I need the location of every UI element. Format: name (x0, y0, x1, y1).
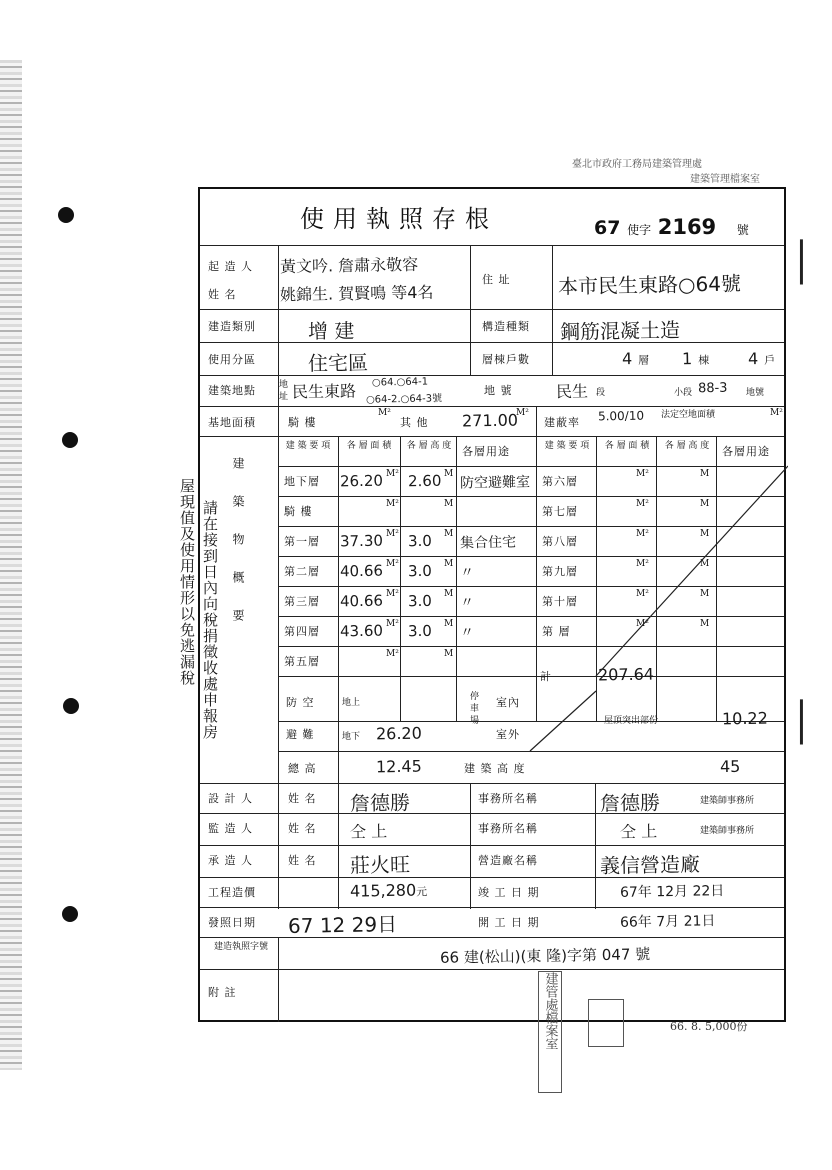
applicant-label: 起 造 人 (208, 260, 253, 273)
binding-hole-mark (58, 207, 74, 223)
total-label: 計 (540, 670, 552, 683)
floor-area-value: 40.66 (339, 561, 384, 581)
unit-m2: M² (516, 408, 529, 418)
evac-below-value: 26.20 (375, 723, 422, 744)
start-date-label: 開 工 日 期 (478, 916, 540, 929)
shelter-label: 防 空 (286, 696, 315, 709)
col-header-item: 建 築 要 項 (544, 441, 590, 451)
floor-height-value: 3.0 (407, 591, 433, 611)
unit-m: M (700, 559, 710, 569)
floor-row-label: 第四層 (284, 625, 320, 638)
unit-m2: M² (386, 619, 399, 629)
floor-row-label: 第一層 (284, 535, 320, 548)
col-header-height: 各 層 高 度 (406, 441, 452, 451)
floor-height-value: 3.0 (407, 531, 433, 551)
unit-m: M (700, 529, 710, 539)
use-zone-label: 使用分區 (208, 353, 256, 366)
lot-label: 地 號 (484, 384, 513, 397)
units-count: 4 戶 (747, 349, 777, 369)
col-header-use: 各層用途 (462, 445, 510, 458)
binding-hole-mark (62, 906, 78, 922)
site-numbers: ○64.○64-1 (371, 376, 429, 389)
site-addr-prefix: 地址 (279, 380, 289, 402)
unit-m2: M² (636, 469, 649, 479)
floor-row-label: 第二層 (284, 565, 320, 578)
unit-m2: M² (386, 469, 399, 479)
use-zone-value: 住宅區 (307, 350, 369, 376)
total-height-label: 總 高 (288, 762, 317, 775)
floor-row-label: 地下層 (284, 475, 320, 488)
structure-label: 構造種類 (482, 320, 530, 333)
unit-m: M (700, 589, 710, 599)
unit-m2: M² (386, 499, 399, 509)
unit-m: M (700, 469, 710, 479)
floor-row-label: 第十層 (542, 595, 578, 608)
floor-row-label: 第五層 (284, 655, 320, 668)
site-numbers: ○64-2.○64-3號 (365, 393, 443, 406)
unit-m: M (444, 469, 454, 479)
unit-m: M (700, 499, 710, 509)
lot-section-unit: 段 (596, 388, 606, 398)
form-title: 使用執照存根 (300, 205, 498, 233)
factory-label: 營造廠名稱 (478, 854, 538, 867)
issue-date-label: 發照日期 (208, 916, 256, 929)
permit-number: 67 使字 2169 號 (594, 215, 749, 239)
coverage-value: 5.00/10 (597, 408, 645, 424)
floor-height-value: 3.0 (407, 621, 433, 641)
binding-hole-mark (62, 432, 78, 448)
unit-m2: M² (386, 589, 399, 599)
applicant-label: 姓 名 (208, 288, 237, 301)
lot-section: 民生 (555, 381, 589, 402)
floors-count: 4 層 (621, 349, 651, 369)
firm-label: 事務所名稱 (478, 792, 538, 805)
side-note-column: 請在接到日內向稅捐徵收處申報房 (201, 500, 219, 740)
unit-m: M (444, 529, 454, 539)
floor-row-label: 第三層 (284, 595, 320, 608)
completion-label: 竣 工 日 期 (478, 886, 540, 899)
col-header-use: 各層用途 (722, 445, 770, 458)
cost-value: 415,280元 (349, 880, 429, 901)
unit-m2: M² (386, 559, 399, 569)
name-label: 姓 名 (288, 854, 317, 867)
designer-label: 設 計 人 (208, 792, 253, 805)
applicant-names: 黃文吟. 詹肅永敬容 (279, 254, 419, 277)
total-height-value: 12.45 (375, 756, 422, 777)
remarks-label: 附 註 (208, 986, 237, 999)
floor-row-label: 第七層 (542, 505, 578, 518)
name-label: 姓 名 (288, 822, 317, 835)
building-summary-side-label: 建築物概要 (231, 457, 245, 647)
permit-ref-label: 建造執照字號 (213, 942, 268, 952)
firm-suffix: 建築師事務所 (700, 826, 755, 836)
total-value: 207.64 (597, 664, 655, 685)
roof-value: 10.22 (721, 708, 768, 729)
lot-number-unit: 地號 (746, 388, 765, 398)
unit-m: M (444, 559, 454, 569)
parking-label: 停車場 (470, 692, 480, 726)
supervisor-firm: 仝 上 (619, 821, 658, 842)
designer-firm: 詹德勝 (599, 790, 661, 816)
completion-value: 67年 12月 22日 (619, 883, 725, 901)
name-label: 姓 名 (288, 792, 317, 805)
col-header-area: 各 層 面 積 (346, 441, 392, 451)
firm-suffix: 建築師事務所 (700, 796, 755, 806)
start-date-value: 66年 7月 21日 (619, 913, 716, 931)
roof-label: 屋頂突出部份 (604, 716, 659, 726)
archive-seal-stamp: 建管處檔案室 (538, 971, 562, 1093)
evac-label: 避 難 (286, 728, 315, 741)
unit-m2: M² (386, 529, 399, 539)
address-label: 住 址 (482, 273, 511, 286)
outdoor-label: 室外 (496, 728, 520, 741)
lot-subsection-label: 小段 (674, 388, 693, 398)
unit-m2: M² (386, 649, 399, 659)
issue-date-value: 67 12 29日 (287, 912, 398, 938)
floor-use-value: 〃 (459, 594, 475, 612)
unit-m: M (444, 589, 454, 599)
site-road: 民生東路 (291, 381, 357, 402)
corner-stamp-line: 臺北市政府工務局建築管理處 (572, 159, 702, 170)
floor-row-label: 第 層 (542, 625, 571, 638)
scan-edge-artifact (0, 60, 22, 1070)
supervisor-name: 仝 上 (349, 821, 388, 842)
col-header-item: 建 築 要 項 (285, 441, 331, 451)
contractor-label: 承 造 人 (208, 854, 253, 867)
building-height-value: 45 (719, 756, 741, 777)
floor-use-value: 〃 (459, 624, 475, 642)
cost-label: 工程造價 (208, 886, 256, 899)
firm-label: 事務所名稱 (478, 822, 538, 835)
building-height-label: 建 築 高 度 (464, 762, 526, 775)
unit-m: M (700, 619, 710, 629)
floor-area-value: 43.60 (339, 621, 384, 641)
print-run-note: 66. 8. 5,000份 (670, 1020, 748, 1033)
structure-value: 鋼筋混凝土造 (559, 317, 681, 345)
unit-m: M (444, 619, 454, 629)
coverage-label: 建蔽率 (544, 416, 580, 429)
permit-ref-value: 66 建(松山)(東 隆)字第 047 號 (439, 945, 651, 967)
shelter-above-label: 地上 (342, 698, 361, 708)
unit-m2: M² (770, 408, 783, 418)
strike-lines (200, 189, 788, 1024)
site-label: 建築地點 (208, 384, 256, 397)
floor-row-label: 第八層 (542, 535, 578, 548)
buildings-count: 1 棟 (681, 349, 711, 369)
legal-area-label: 法定空地面積 (660, 410, 715, 420)
bleed-through-mark: │ (790, 240, 813, 284)
floor-use-value: 防空避難室 (459, 474, 531, 492)
binding-hole-mark (63, 698, 79, 714)
site-area-label: 基地面積 (208, 416, 256, 429)
floor-height-value: 3.0 (407, 561, 433, 581)
floor-use-value: 集合住宅 (459, 534, 517, 552)
unit-m2: M² (378, 408, 391, 418)
unit-m: M (444, 649, 454, 659)
side-note-column: 屋現值及使用情形以免逃漏稅 (178, 478, 196, 686)
floor-row-label: 騎 樓 (284, 505, 313, 518)
other-area-value: 271.00 (461, 410, 519, 431)
building-type-label: 建造類別 (208, 320, 256, 333)
floor-row-label: 第六層 (542, 475, 578, 488)
other-area-label: 其 他 (400, 416, 429, 429)
designer-name: 詹德勝 (349, 790, 411, 816)
unit-m: M (444, 499, 454, 509)
address-value: 本市民生東路○64號 (557, 271, 742, 299)
applicant-names: 姚錦生. 賀賢鳴 等4名 (279, 282, 434, 305)
floor-height-value: 2.60 (407, 471, 442, 491)
contractor-factory: 義信營造廠 (599, 852, 701, 878)
lot-number: 88-3 (697, 380, 728, 397)
col-header-height: 各 層 高 度 (664, 441, 710, 451)
contractor-name: 莊火旺 (349, 852, 411, 878)
evac-below-label: 地下 (342, 732, 361, 742)
building-type-value: 增 建 (307, 318, 355, 344)
floors-label: 層棟戶數 (482, 353, 530, 366)
floor-area-value: 37.30 (339, 531, 384, 551)
unit-m2: M² (636, 559, 649, 569)
floor-area-value: 26.20 (339, 471, 384, 491)
floor-row-label: 第九層 (542, 565, 578, 578)
floor-use-value: 〃 (459, 564, 475, 582)
unit-m2: M² (636, 499, 649, 509)
corner-stamp-line: 建築管理檔案室 (690, 174, 760, 185)
col-header-area: 各 層 面 積 (604, 441, 650, 451)
supervisor-label: 監 造 人 (208, 822, 253, 835)
unit-m2: M² (636, 589, 649, 599)
unit-m2: M² (636, 529, 649, 539)
floor-area-value: 40.66 (339, 591, 384, 611)
unit-m2: M² (636, 619, 649, 629)
arcade-area-label: 騎 樓 (288, 416, 317, 429)
indoor-label: 室內 (496, 696, 520, 709)
bleed-through-mark: │ (790, 700, 813, 744)
